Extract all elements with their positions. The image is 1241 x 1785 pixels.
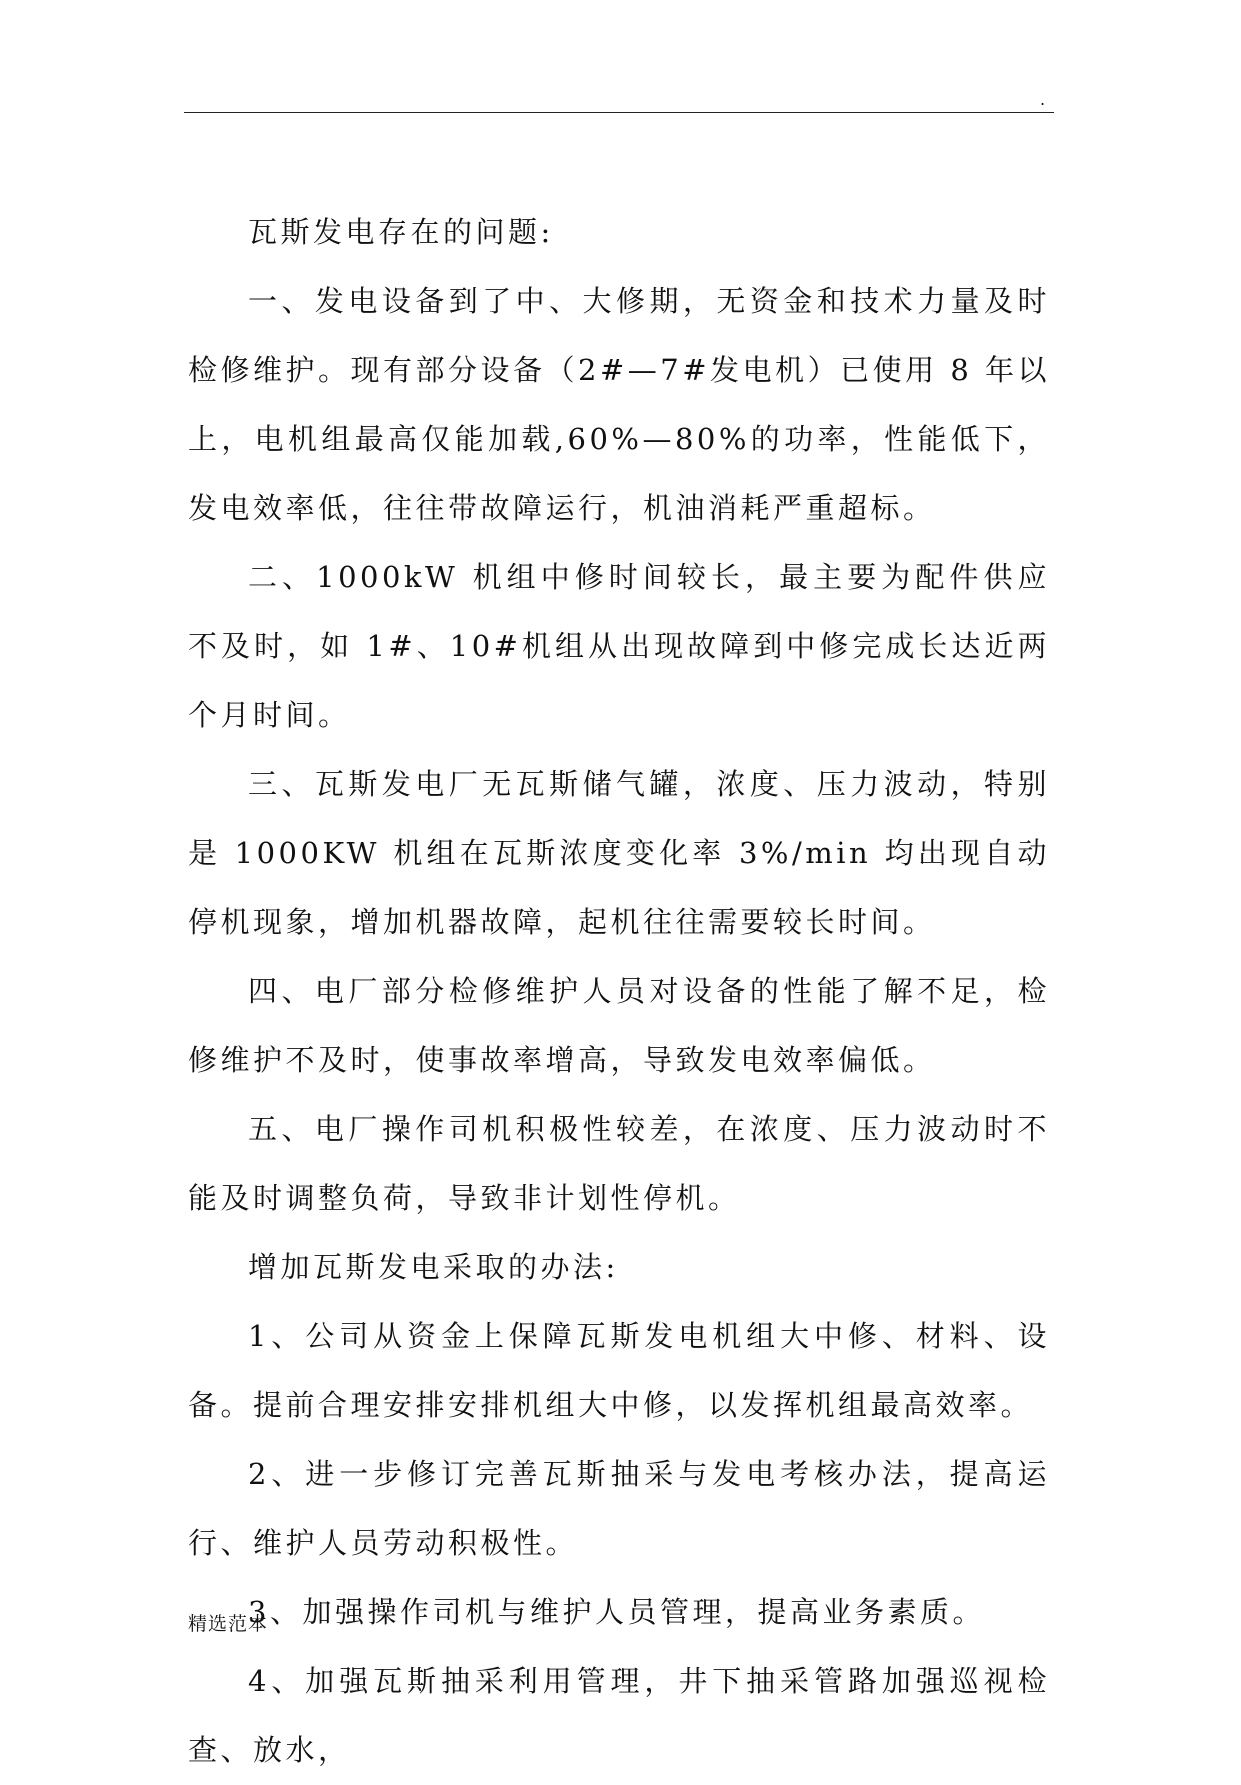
measure-3: 3、加强操作司机与维护人员管理，提高业务素质。 <box>248 1595 985 1629</box>
document-body <box>188 198 1050 1785</box>
problem-3: 三、瓦斯发电厂无瓦斯储气罐，浓度、压力波动，特别是 1000KW 机组在瓦斯浓度变化率 3%/min 均出现自动停机现象，增加机器故障，起机往往需要较长时间。 <box>188 767 1050 939</box>
header-dot: . <box>1040 90 1046 109</box>
heading-measures: 增加瓦斯发电采取的办法: <box>248 1250 619 1284</box>
problem-1: 一、发电设备到了中、大修期，无资金和技术力量及时检修维护。现有部分设备（2#—7#发电机）已使用 8 年以上，电机组最高仅能加载,60%—80%的功率，性能低下，发电效率低，往往带故障运行，机油消耗严重超标。 <box>188 284 1050 525</box>
problem-5: 五、电厂操作司机积极性较差，在浓度、压力波动时不能及时调整负荷，导致非计划性停机。 <box>188 1112 1050 1215</box>
heading-problems: 瓦斯发电存在的问题: <box>248 215 554 249</box>
problem-4: 四、电厂部分检修维护人员对设备的性能了解不足，检修维护不及时，使事故率增高，导致发电效率偏低。 <box>188 974 1050 1077</box>
measure-4: 4、加强瓦斯抽采利用管理，井下抽采管路加强巡视检查、放水， <box>188 1664 1050 1767</box>
measure-2: 2、进一步修订完善瓦斯抽采与发电考核办法，提高运行、维护人员劳动积极性。 <box>188 1457 1050 1560</box>
problem-2: 二、1000kW 机组中修时间较长，最主要为配件供应不及时，如 1#、10#机组从出现故障到中修完成长达近两个月时间。 <box>188 560 1050 732</box>
footer-label: 精选范本 <box>188 1613 269 1635</box>
header-rule <box>184 112 1054 113</box>
measure-1: 1、公司从资金上保障瓦斯发电机组大中修、材料、设备。提前合理安排安排机组大中修，以发挥机组最高效率。 <box>188 1319 1050 1422</box>
